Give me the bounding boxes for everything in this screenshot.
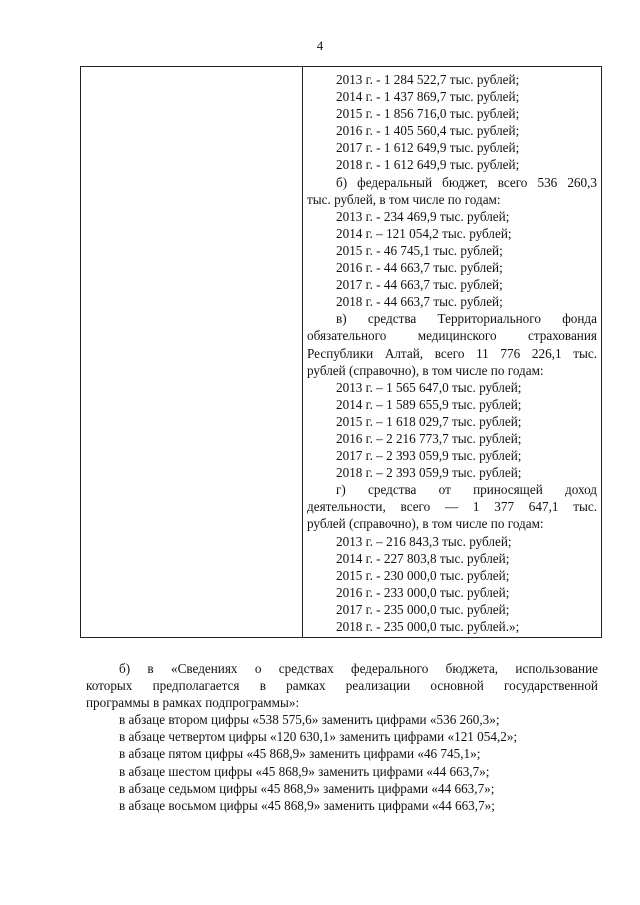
funding-line: 2014 г. – 1 589 655,9 тыс. рублей; (336, 396, 522, 412)
funding-section-heading: обязательного медицинского страхования (307, 328, 597, 344)
amendment-item: в абзаце втором цифры «538 575,6» заменить цифрами «536 260,3»; (119, 712, 500, 728)
funding-line: 2018 г. - 44 663,7 тыс. рублей; (336, 294, 503, 310)
document-table (80, 66, 602, 638)
funding-line: 2016 г. – 2 216 773,7 тыс. рублей; (336, 430, 522, 446)
funding-line: 2016 г. - 1 405 560,4 тыс. рублей; (336, 123, 520, 139)
funding-section-heading: рублей (справочно), в том числе по годам: (307, 516, 544, 532)
page-number: 4 (316, 38, 324, 53)
funding-line: 2017 г. – 2 393 059,9 тыс. рублей; (336, 448, 522, 464)
amendment-item: в абзаце седьмом цифры «45 868,9» заменить цифрами «44 663,7»; (119, 780, 495, 796)
funding-line: 2014 г. - 227 803,8 тыс. рублей; (336, 550, 510, 566)
funding-section-heading: рублей (справочно), в том числе по годам: (307, 362, 544, 378)
amendment-paragraph: программы в рамках подпрограммы»: (86, 695, 300, 711)
funding-line: 2014 г. – 121 054,2 тыс. рублей; (336, 225, 512, 241)
funding-line: 2018 г. - 1 612 649,9 тыс. рублей; (336, 157, 520, 173)
funding-section-heading: г) средства от приносящей доход (336, 482, 597, 498)
funding-line: 2018 г. – 2 393 059,9 тыс. рублей; (336, 465, 522, 481)
amendment-item: в абзаце пятом цифры «45 868,9» заменить цифрами «46 745,1»; (119, 746, 481, 762)
amendment-item: в абзаце восьмом цифры «45 868,9» заменить цифрами «44 663,7»; (119, 797, 495, 813)
funding-section-heading: Республики Алтай, всего 11 776 226,1 тыс. (307, 345, 597, 361)
funding-line: 2018 г. - 235 000,0 тыс. рублей.»; (336, 619, 520, 634)
amendment-paragraph: б) в «Сведениях о средствах федерального бюджета, использование (119, 661, 598, 676)
funding-line: 2015 г. – 1 618 029,7 тыс. рублей; (336, 413, 522, 429)
amendment-paragraph: которых предполагается в рамках реализации основной государственной (86, 678, 598, 694)
funding-line: 2013 г. - 234 469,9 тыс. рублей; (336, 208, 510, 224)
funding-line: 2015 г. - 1 856 716,0 тыс. рублей; (336, 106, 520, 122)
funding-line: 2016 г. - 44 663,7 тыс. рублей; (336, 260, 503, 276)
funding-section-heading: б) федеральный бюджет, всего 536 260,3 (336, 174, 597, 190)
funding-line: 2013 г. – 1 565 647,0 тыс. рублей; (336, 379, 522, 395)
amendment-item: в абзаце четвертом цифры «120 630,1» заменить цифрами «121 054,2»; (119, 729, 518, 745)
table-column-divider (302, 67, 303, 637)
funding-line: 2013 г. – 216 843,3 тыс. рублей; (336, 533, 512, 549)
funding-section-heading: в) средства Территориального фонда (336, 311, 597, 327)
funding-line: 2015 г. - 230 000,0 тыс. рублей; (336, 567, 510, 583)
funding-line: 2013 г. - 1 284 522,7 тыс. рублей; (336, 72, 520, 87)
funding-line: 2014 г. - 1 437 869,7 тыс. рублей; (336, 89, 520, 105)
table-right-cell (307, 71, 597, 635)
funding-line: 2016 г. - 233 000,0 тыс. рублей; (336, 584, 510, 600)
funding-line: 2017 г. - 235 000,0 тыс. рублей; (336, 601, 510, 617)
funding-section-heading: тыс. рублей, в том числе по годам: (307, 191, 501, 207)
funding-line: 2017 г. - 1 612 649,9 тыс. рублей; (336, 140, 520, 156)
funding-section-heading: деятельности, всего — 1 377 647,1 тыс. (307, 499, 597, 515)
funding-line: 2015 г. - 46 745,1 тыс. рублей; (336, 242, 503, 258)
amendment-item: в абзаце шестом цифры «45 868,9» заменить цифрами «44 663,7»; (119, 763, 490, 779)
funding-line: 2017 г. - 44 663,7 тыс. рублей; (336, 277, 503, 293)
amendment-text (86, 660, 598, 814)
